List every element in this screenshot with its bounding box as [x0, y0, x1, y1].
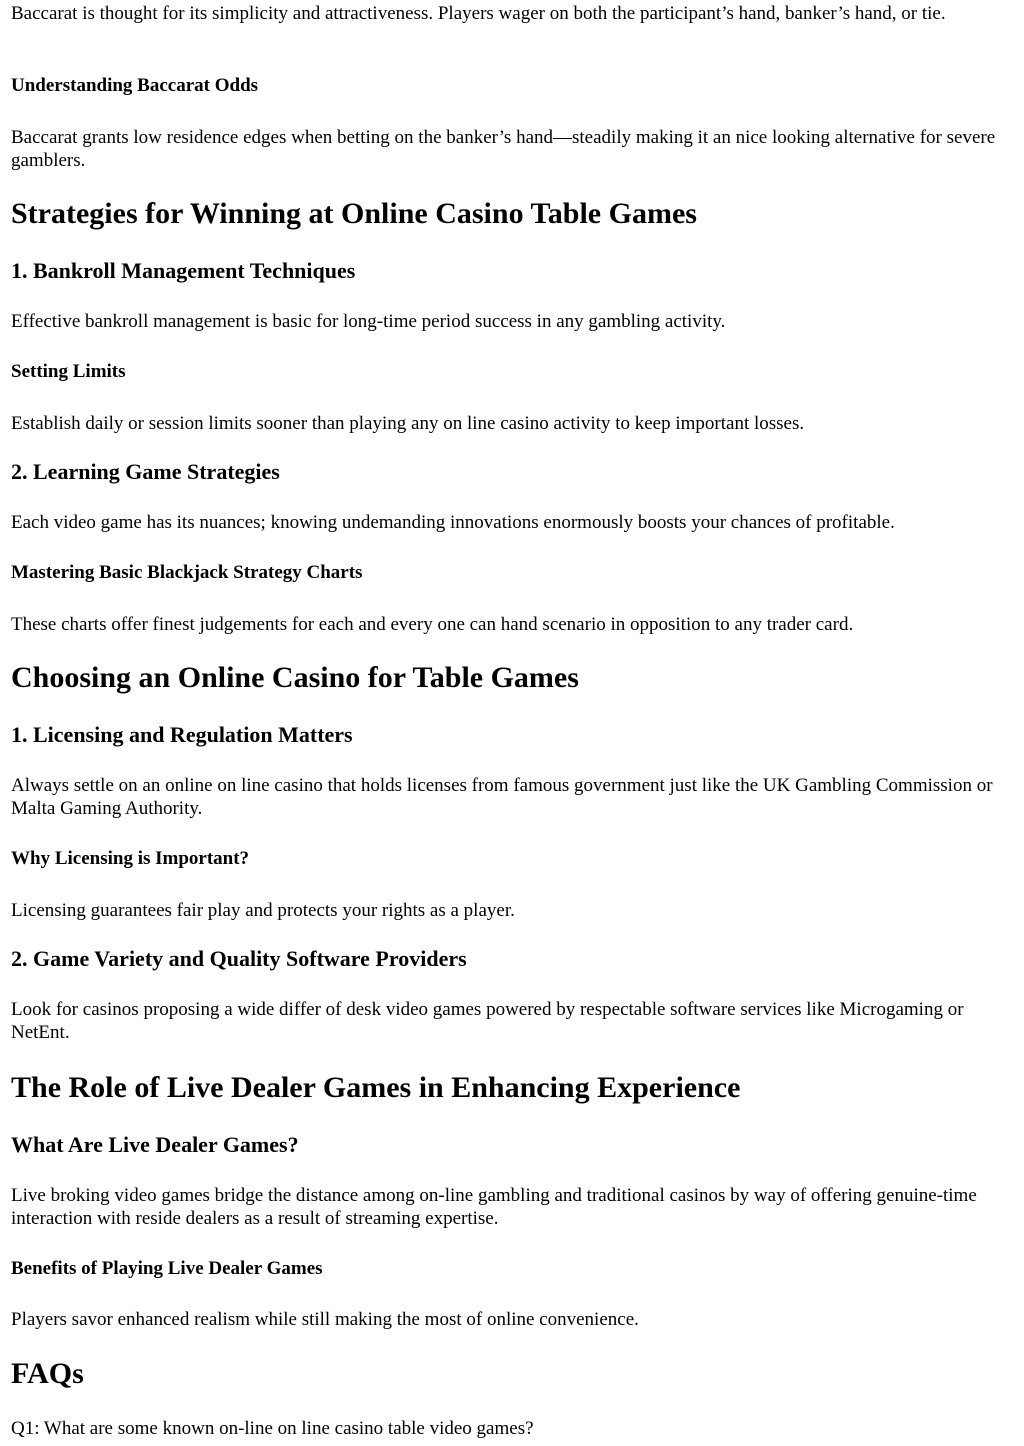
setting-limits-paragraph: Establish daily or session limits sooner than playing any on line casino activity to keep important losses.: [11, 413, 805, 434]
setting-limits-heading: Setting Limits: [11, 361, 126, 382]
live-dealer-benefits-heading: Benefits of Playing Live Dealer Games: [11, 1258, 323, 1279]
choosing-casino-heading: Choosing an Online Casino for Table Games: [11, 661, 579, 694]
faq-question-1: Q1: What are some known on-line on line casino table video games?: [11, 1418, 534, 1439]
licensing-heading: 1. Licensing and Regulation Matters: [11, 722, 353, 747]
learning-strategies-heading: 2. Learning Game Strategies: [11, 459, 280, 484]
faqs-heading: FAQs: [11, 1357, 84, 1390]
bankroll-heading: 1. Bankroll Management Techniques: [11, 258, 356, 283]
baccarat-odds-heading: Understanding Baccarat Odds: [11, 75, 259, 96]
licensing-paragraph: Always settle on an online on line casino that holds licenses from famous government just like the UK Gambling Commission or Malta Gaming Authority.: [11, 775, 993, 819]
baccarat-odds-paragraph: Baccarat grants low residence edges when betting on the banker’s hand—steadily making it an nice looking alternative for severe gamblers.: [11, 127, 996, 171]
why-licensing-paragraph: Licensing guarantees fair play and protects your rights as a player.: [11, 900, 515, 921]
game-variety-paragraph: Look for casinos proposing a wide differ of desk video games powered by respectable software services like Microgaming or NetEnt.: [11, 999, 964, 1043]
live-dealer-benefits-paragraph: Players savor enhanced realism while still making the most of online convenience.: [11, 1309, 639, 1330]
bankroll-paragraph: Effective bankroll management is basic for long-time period success in any gambling activity.: [11, 311, 726, 332]
game-variety-heading: 2. Game Variety and Quality Software Providers: [11, 946, 467, 971]
live-dealer-what-heading: What Are Live Dealer Games?: [11, 1132, 299, 1157]
why-licensing-heading: Why Licensing is Important?: [11, 848, 250, 869]
blackjack-charts-heading: Mastering Basic Blackjack Strategy Charts: [11, 562, 363, 583]
live-dealer-what-paragraph: Live broking video games bridge the distance among on-line gambling and traditional casinos by way of offering genuine-time interaction with reside dealers as a result of streaming expertise.: [11, 1185, 977, 1229]
blackjack-charts-paragraph: These charts offer finest judgements for each and every one can hand scenario in opposition to any trader card.: [11, 614, 854, 635]
live-dealer-role-heading: The Role of Live Dealer Games in Enhancing Experience: [11, 1071, 741, 1104]
learning-strategies-paragraph: Each video game has its nuances; knowing undemanding innovations enormously boosts your chances of profitable.: [11, 512, 895, 533]
baccarat-intro-paragraph: Baccarat is thought for its simplicity and attractiveness. Players wager on both the participant’s hand, banker’s hand, or tie.: [11, 3, 946, 24]
strategies-heading: Strategies for Winning at Online Casino Table Games: [11, 197, 697, 230]
